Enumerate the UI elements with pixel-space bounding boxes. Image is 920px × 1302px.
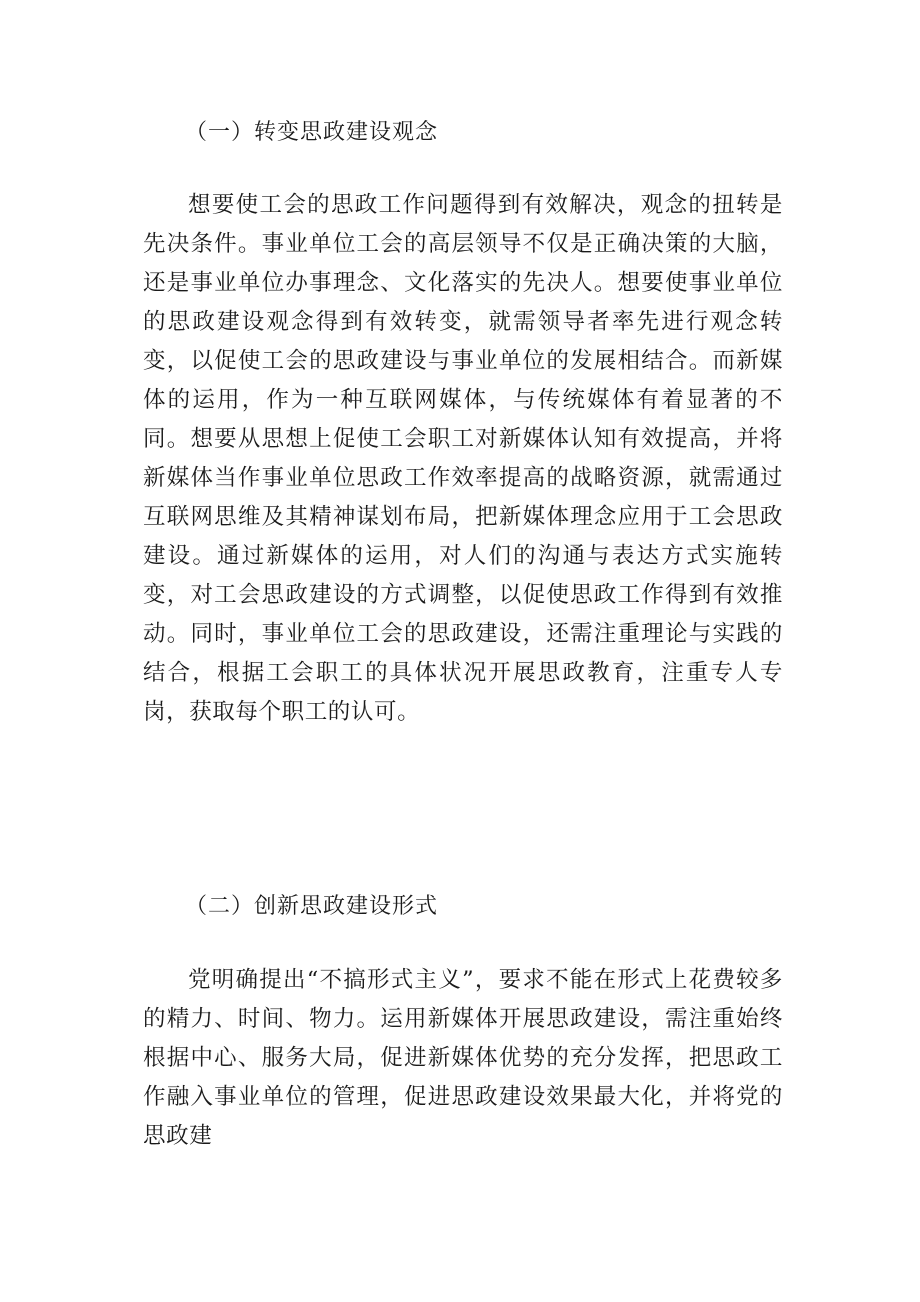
section-two-paragraph: 党明确提出“不搞形式主义”，要求不能在形式上花费较多的精力、时间、物力。运用新媒体开展思政建设，需注重始终根据中心、服务大局，促进新媒体优势的充分发挥，把思政工作融入事业单位的管理，促进思政建设效果最大化，并将党的思政建 xyxy=(143,967,783,1149)
section-one-paragraph: 想要使工会的思政工作问题得到有效解决，观念的扭转是先决条件。事业单位工会的高层领导不仅是正确决策的大脑，还是事业单位办事理念、文化落实的先决人。想要使事业单位的思政建设观念得到有效转变，就需领导者率先进行观念转变，以促使工会的思政建设与事业单位的发展相结合。而新媒体的运用，作为一种互联网媒体，与传统媒体有着显著的不同。想要从思想上促使工会职工对新媒体认知有效提高，并将新媒体当作事业单位思政工作效率提高的战略资源，就需通过互联网思维及其精神谋划布局，把新媒体理念应用于工会思政建设。通过新媒体的运用，对人们的沟通与表达方式实施转变，对工会思政建设的方式调整，以促使思政工作得到有效推动。同时，事业单位工会的思政建设，还需注重理论与实践的结合，根据工会职工的具体状况开展思政教育，注重专人专岗，获取每个职工的认可。 xyxy=(143,192,783,725)
section-two-heading: （二）创新思政建设形式 xyxy=(185,894,439,919)
section-one-heading: （一）转变思政建设观念 xyxy=(185,120,439,145)
